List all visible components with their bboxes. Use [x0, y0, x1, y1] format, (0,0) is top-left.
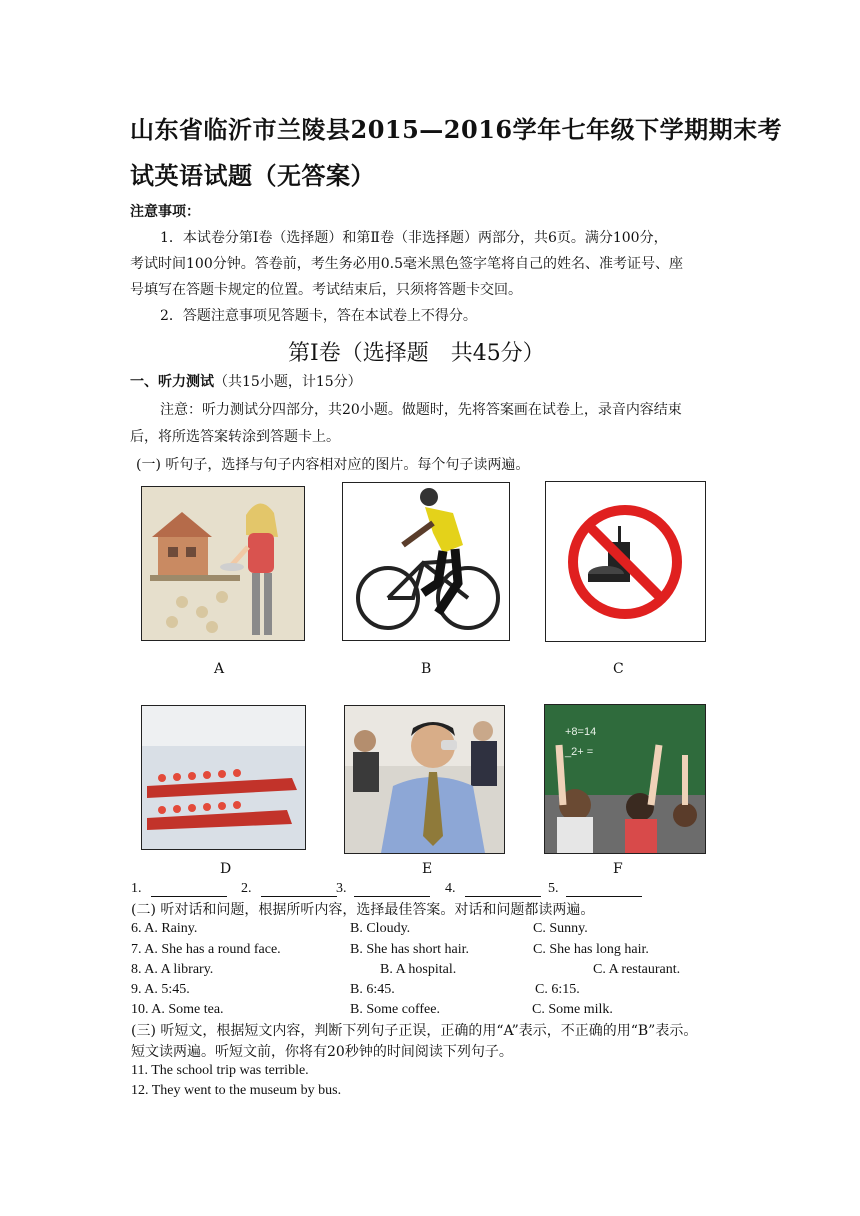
picture-label-d: D: [220, 861, 232, 877]
question-7-option-b: B. She has short hair.: [350, 942, 469, 957]
listening-heading-rest: （共15小题，计15分）: [214, 374, 362, 390]
no-food-drink-icon: [546, 482, 705, 641]
part1-title: 第I卷（选择题 共45分）: [288, 341, 545, 366]
question-10-option-b: B. Some coffee.: [350, 1002, 440, 1017]
picture-d: [141, 705, 306, 850]
question-9-option-a: 9. A. 5:45.: [131, 982, 190, 997]
picture-label-e: E: [422, 861, 433, 877]
notice-item2: 2．答题注意事项见答题卡，答在本试卷上不得分。: [160, 308, 477, 324]
notice-item1-line3: 号填写在答题卡规定的位置。考试结束后，只须将答题卡交回。: [130, 282, 522, 298]
girl-feeding-chickens-icon: [142, 487, 304, 640]
notice-item1-line2: 考试时间100分钟。答卷前，考生务必用0.5毫米黑色签字笔将自己的姓名、准考证号、座: [130, 256, 683, 272]
question-6-option-c: C. Sunny.: [533, 921, 588, 936]
picture-a: [141, 486, 305, 641]
answer-blank-2: [241, 881, 337, 897]
answer-blank-4: [445, 881, 541, 897]
question-9-option-b: B. 6:45.: [350, 982, 395, 997]
dragon-boat-icon: [142, 706, 305, 849]
classroom-hands-up-icon: [545, 705, 705, 853]
listening-note-line1: 注意：听力测试分四部分，共20小题。做题时，先将答案画在试卷上，录音内容结束: [160, 402, 682, 418]
cyclist-icon: [343, 483, 509, 640]
question-8-option-a: 8. A. A library.: [131, 962, 214, 977]
question-8-option-b: B. A hospital.: [380, 962, 457, 977]
picture-b: [342, 482, 510, 641]
answer-line[interactable]: [465, 882, 541, 897]
answer-line[interactable]: [354, 882, 430, 897]
notice-heading: 注意事项：: [130, 204, 200, 220]
page-title-line1: 山东省临沂市兰陵县2015—2016学年七年级下学期期末考: [130, 115, 783, 144]
section3-instruction-line2: 短文读两遍。听短文前，你将有20秒钟的时间阅读下列句子。: [131, 1044, 513, 1060]
question-8-option-c: C. A restaurant.: [593, 962, 681, 977]
svg-text:+8=14: +8=14: [565, 726, 597, 738]
man-on-phone-icon: [345, 706, 504, 853]
question-10-option-a: 10. A. Some tea.: [131, 1002, 224, 1017]
listening-note-line2: 后，将所选答案转涂到答题卡上。: [130, 429, 340, 445]
page-title-line2: 试英语试题（无答案）: [130, 161, 375, 190]
svg-text:_2+ =: _2+ =: [565, 746, 594, 758]
question-6-option-a: 6. A. Rainy.: [131, 921, 198, 936]
answer-line[interactable]: [151, 882, 227, 897]
answer-blank-number: 2.: [241, 881, 252, 896]
answer-blank-number: 1.: [131, 881, 142, 896]
picture-label-f: F: [613, 861, 623, 877]
answer-blank-1: [131, 881, 227, 897]
statement-12: 12. They went to the museum by bus.: [131, 1083, 342, 1098]
notice-item1-line1: 1．本试卷分第Ⅰ卷（选择题）和第Ⅱ卷（非选择题）两部分，共6页。满分100分，: [160, 230, 668, 246]
answer-line[interactable]: [261, 882, 337, 897]
section3-instruction-line1: (三) 听短文，根据短文内容，判断下列句子正误，正确的用“A”表示，不正确的用“B”表示。: [131, 1023, 698, 1039]
picture-e: [344, 705, 505, 854]
section1-instruction: (一) 听句子，选择与句子内容相对应的图片。每个句子读两遍。: [136, 457, 530, 473]
question-10-option-c: C. Some milk.: [532, 1002, 613, 1017]
answer-blank-number: 4.: [445, 881, 456, 896]
picture-label-a: A: [214, 661, 225, 677]
question-6-option-b: B. Cloudy.: [350, 921, 411, 936]
listening-heading-bold: 一、听力测试: [130, 374, 214, 390]
answer-blank-3: [336, 881, 430, 897]
listening-heading: [130, 372, 362, 392]
statement-11: 11. The school trip was terrible.: [131, 1063, 309, 1078]
picture-f: [544, 704, 706, 854]
section2-instruction: (二) 听对话和问题，根据所听内容，选择最佳答案。对话和问题都读两遍。: [131, 902, 595, 918]
question-7-option-c: C. She has long hair.: [533, 942, 649, 957]
answer-blank-number: 5.: [548, 881, 559, 896]
answer-blank-number: 3.: [336, 881, 347, 896]
question-7-option-a: 7. A. She has a round face.: [131, 942, 281, 957]
picture-label-c: C: [613, 661, 624, 677]
question-9-option-c: C. 6:15.: [535, 982, 580, 997]
answer-blank-5: [548, 881, 642, 897]
picture-label-b: B: [421, 661, 432, 677]
answer-line[interactable]: [566, 882, 642, 897]
picture-c: [545, 481, 706, 642]
